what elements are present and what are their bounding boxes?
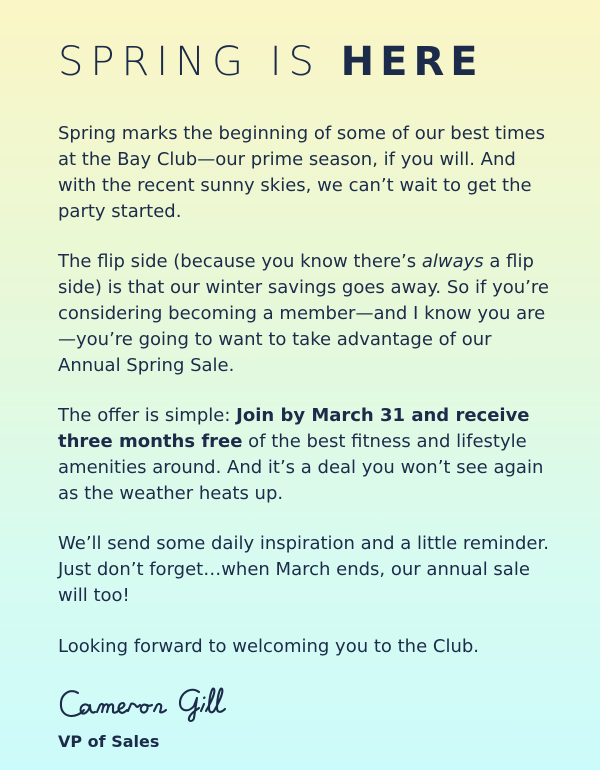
paragraph-reminder: We’ll send some daily inspiration and a little reminder. Just don’t forget…when March ends, our annual sale will too!: [58, 533, 549, 606]
paragraph-flip-side-italic: always: [421, 251, 484, 272]
offer-highlight: Join by March 31 and receive three months free: [58, 405, 530, 452]
paragraph-offer: [58, 403, 558, 507]
paragraph-flip-side-text-end: a flip side) is that our winter savings goes away. So if you’re considering becoming a member—and I know you are—you’re going to want to take advantage of our Annual Spring Sale.: [58, 251, 549, 376]
signer-title: VP of Sales: [58, 732, 160, 751]
headline-light: SPRING IS: [58, 39, 341, 85]
paragraph-closing: Looking forward to welcoming you to the Club.: [58, 636, 480, 657]
paragraph-flip-side-text: The flip side (because you know there’s: [58, 251, 422, 272]
paragraph-offer-text-end: of the best fitness and lifestyle amenities around. And it’s a deal you won’t see again as the weather heats up.: [58, 431, 544, 504]
paragraph-flip-side: [58, 249, 558, 379]
paragraph-intro: Spring marks the beginning of some of our best times at the Bay Club—our prime season, if you will. And with the recent sunny skies, we can’t wait to get the party started.: [58, 123, 545, 222]
headline: [58, 38, 600, 86]
paragraph-offer-text: The offer is simple:: [58, 405, 237, 426]
signature-image: [58, 682, 298, 724]
headline-bold: HERE: [340, 39, 484, 85]
